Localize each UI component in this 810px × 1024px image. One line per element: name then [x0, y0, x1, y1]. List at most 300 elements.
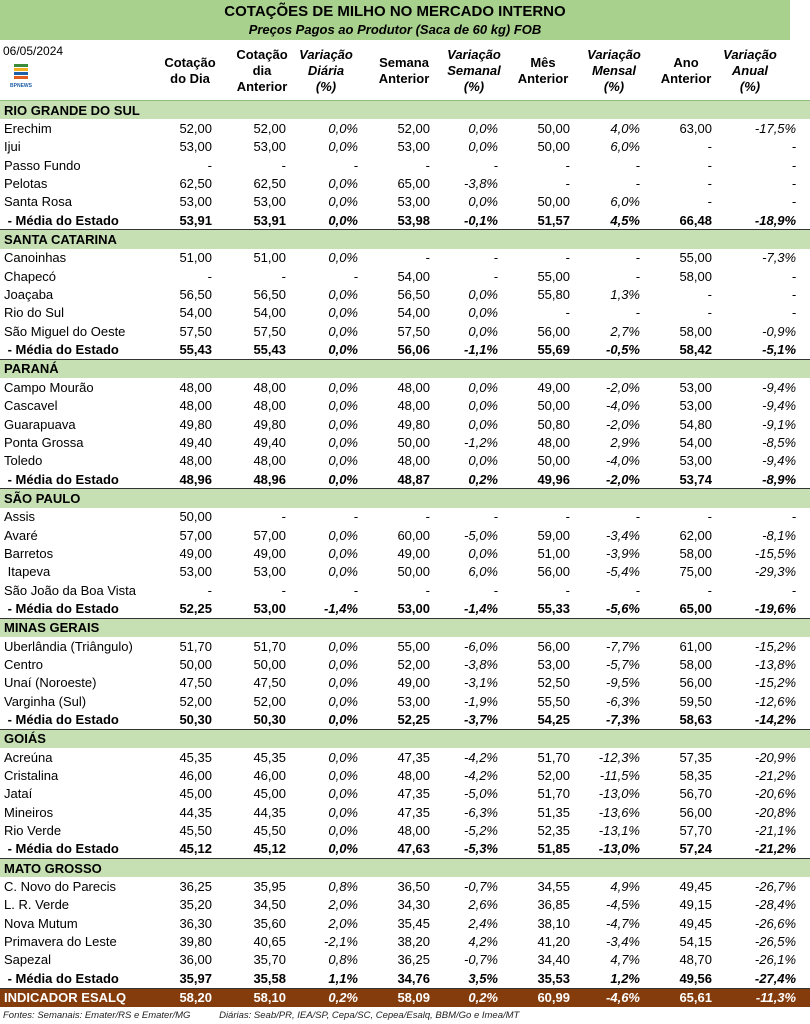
cell-value: - [635, 176, 640, 192]
cell-value: 34,76 [370, 969, 440, 988]
row-label: Passo Fundo [4, 157, 81, 173]
cell-value: 56,70 [679, 786, 712, 802]
cell-value: 62,50 [253, 176, 286, 192]
cell-value: 0,0% [328, 804, 358, 820]
cell-value: -26,1% [754, 952, 797, 968]
cell-value: -8,5% [762, 434, 797, 450]
table-row [0, 655, 810, 673]
cell-value: 50,00 [253, 656, 286, 672]
column-header-line: Anterior [236, 79, 288, 94]
row-label: - Média do Estado [0, 969, 160, 988]
cell-value: -15,5% [754, 545, 797, 561]
cell-value: 0,0% [328, 305, 358, 321]
cell-value: 62,50 [179, 176, 212, 192]
cell-value: - [353, 582, 358, 598]
table-row [0, 415, 810, 433]
cell-value: 48,70 [679, 952, 712, 968]
cell-value: 65,61 [652, 988, 722, 1007]
cell-value: -5,2% [464, 823, 498, 839]
cell-value: 47,50 [179, 675, 212, 691]
table-row [0, 581, 810, 599]
cell-value: - [207, 157, 212, 173]
row-label: Ponta Grossa [4, 434, 84, 450]
column-header-line: Anterior [378, 71, 430, 86]
cell-value: 53,00 [679, 398, 712, 414]
table-row [0, 896, 810, 914]
column-header-line: Variação [299, 47, 353, 62]
cell-value: - [791, 287, 797, 303]
cell-value: 50,30 [222, 710, 296, 729]
cell-value: 0,0% [468, 305, 498, 321]
table-row [0, 193, 810, 211]
cell-value: 0,0% [328, 545, 358, 561]
cell-value: -2,0% [606, 416, 640, 432]
cell-value: 47,50 [253, 675, 286, 691]
cell-value: 0,0% [328, 768, 358, 784]
page-subtitle: Preços Pagos ao Produtor (Saca de 60 kg) FOB [248, 22, 542, 37]
cell-value: -5,0% [464, 527, 498, 543]
cell-value: -19,6% [722, 599, 810, 618]
cell-value: -0,7% [464, 879, 498, 895]
row-label: - Média do Estado [0, 340, 160, 359]
row-label: Chapecó [4, 268, 57, 284]
cell-value: - [493, 509, 498, 525]
row-label: Varginha (Sul) [4, 693, 87, 709]
cell-value: -8,1% [762, 527, 797, 543]
cell-value: 44,35 [253, 804, 286, 820]
cell-value: 66,48 [652, 211, 722, 230]
cell-value: -13,8% [754, 656, 797, 672]
cell-value: 57,24 [652, 840, 722, 859]
cell-value: 53,00 [253, 564, 286, 580]
cell-value: 52,50 [537, 675, 570, 691]
cell-value: - [493, 268, 498, 284]
cell-value: - [281, 157, 286, 173]
state-header-row [0, 489, 810, 508]
cell-value: - [493, 250, 498, 266]
cell-value: -26,7% [754, 879, 797, 895]
cell-value: 58,42 [652, 340, 722, 359]
cell-value: 57,50 [253, 323, 286, 339]
cell-value: -6,3% [606, 693, 640, 709]
cell-value: - [791, 582, 797, 598]
cell-value: 55,69 [510, 340, 580, 359]
cell-value: 1,1% [296, 969, 370, 988]
row-label: Primavera do Leste [4, 934, 117, 950]
column-header-line: Cotação [236, 47, 288, 62]
cell-value: 49,80 [397, 416, 430, 432]
state-average-row [0, 969, 810, 988]
table-row [0, 378, 810, 396]
state-average-row [0, 340, 810, 359]
cell-value: 55,00 [537, 268, 570, 284]
cell-value: - [565, 582, 570, 598]
cell-value: -9,1% [762, 416, 797, 432]
row-label: Ijui [4, 139, 21, 155]
column-header-line: Cotação [164, 55, 216, 70]
column-header-line: Diária [307, 63, 345, 78]
cell-value: 45,12 [160, 840, 222, 859]
cell-value: 53,74 [652, 470, 722, 489]
cell-value: 50,30 [160, 710, 222, 729]
cell-value: 58,00 [679, 323, 712, 339]
footer-sources [3, 1010, 545, 1021]
table-row [0, 914, 810, 932]
cell-value: 45,50 [253, 823, 286, 839]
cell-value: 49,45 [679, 915, 712, 931]
cell-value: 48,96 [222, 470, 296, 489]
cell-value: 50,00 [537, 398, 570, 414]
cell-value: 40,65 [253, 934, 286, 950]
cell-value: 55,50 [537, 693, 570, 709]
cell-value: 52,35 [537, 823, 570, 839]
cell-value: 54,00 [397, 305, 430, 321]
column-header [581, 44, 647, 98]
cell-value: 49,80 [179, 416, 212, 432]
cell-value: 58,09 [370, 988, 440, 1007]
cell-value: -3,9% [606, 545, 640, 561]
cell-value: 53,00 [253, 194, 286, 210]
column-header-line: Mês [530, 55, 556, 70]
table-row [0, 766, 810, 784]
cell-value: 52,00 [179, 693, 212, 709]
cell-value: -9,4% [762, 453, 797, 469]
row-label: Itapeva [4, 564, 51, 580]
cell-value: 53,00 [370, 599, 440, 618]
cell-value: -11,5% [599, 768, 640, 784]
cell-value: 38,10 [537, 915, 570, 931]
row-label: C. Novo do Parecis [4, 879, 116, 895]
cell-value: 4,9% [610, 879, 640, 895]
row-label: Acreúna [4, 749, 53, 765]
cell-value: -2,1% [324, 934, 358, 950]
cell-value: 65,00 [397, 176, 430, 192]
cell-value: 57,50 [397, 323, 430, 339]
cell-value: 4,0% [610, 121, 640, 137]
cell-value: -21,2% [722, 840, 810, 859]
cell-value: 46,00 [253, 768, 286, 784]
cell-value: -20,9% [754, 749, 797, 765]
table-row [0, 322, 810, 340]
state-header-row [0, 729, 810, 748]
cell-value: 0,0% [468, 121, 498, 137]
column-header-line: Anterior [660, 71, 712, 86]
column-header-line: Semanal [447, 63, 501, 78]
state-header-row [0, 618, 810, 637]
cell-value: 4,2% [468, 934, 498, 950]
cell-value: 0,0% [468, 323, 498, 339]
logo-text: BPNEWS [10, 83, 32, 89]
cell-value: 0,0% [296, 840, 370, 859]
cell-value: 56,00 [537, 323, 570, 339]
state-average-row [0, 840, 810, 859]
cell-value: 60,99 [510, 988, 580, 1007]
table-row [0, 951, 810, 969]
cell-value: - [635, 305, 640, 321]
cell-value: 2,0% [328, 897, 358, 913]
state-average-row [0, 211, 810, 230]
cell-value: - [635, 582, 640, 598]
cell-value: 48,00 [397, 823, 430, 839]
cell-value: 57,70 [679, 823, 712, 839]
cell-value: 60,00 [397, 527, 430, 543]
row-label: Nova Mutum [4, 915, 78, 931]
cell-value: 0,2% [296, 988, 370, 1007]
cell-value: 58,20 [160, 988, 222, 1007]
cell-value: 50,00 [537, 194, 570, 210]
cell-value: 4,7% [610, 952, 640, 968]
cell-value: -5,4% [606, 564, 640, 580]
cell-value: 62,00 [679, 527, 712, 543]
row-label: Joaçaba [4, 287, 54, 303]
cell-value: 54,25 [510, 710, 580, 729]
cell-value: -21,1% [754, 823, 797, 839]
cell-value: 56,50 [397, 287, 430, 303]
cell-value: -12,6% [754, 693, 797, 709]
cell-value: - [281, 509, 286, 525]
state-name: SANTA CATARINA [0, 230, 810, 249]
cell-value: 48,00 [397, 379, 430, 395]
cell-value: 48,96 [160, 470, 222, 489]
cell-value: 58,35 [679, 768, 712, 784]
cell-value: 58,63 [652, 710, 722, 729]
cell-value: -4,2% [464, 768, 498, 784]
table-row [0, 932, 810, 950]
cell-value: 48,00 [397, 768, 430, 784]
cell-value: - [207, 582, 212, 598]
table-row [0, 544, 810, 562]
row-label: Jataí [4, 786, 33, 802]
cell-value: -15,2% [754, 638, 797, 654]
table-row [0, 748, 810, 766]
cell-value: -13,0% [598, 786, 640, 802]
row-label: L. R. Verde [4, 897, 70, 913]
cell-value: -14,2% [722, 710, 810, 729]
cell-value: 0,0% [328, 323, 358, 339]
cell-value: 1,2% [580, 969, 652, 988]
cell-value: 50,00 [537, 139, 570, 155]
cell-value: -0,9% [762, 323, 797, 339]
row-label: Sapezal [4, 952, 51, 968]
cell-value: 2,7% [610, 323, 640, 339]
cell-value: -0,7% [464, 952, 498, 968]
cell-value: 58,10 [222, 988, 296, 1007]
cell-value: 45,50 [179, 823, 212, 839]
cell-value: -1,9% [464, 693, 498, 709]
table-row [0, 821, 810, 839]
row-label: São Miguel do Oeste [4, 323, 126, 339]
cell-value: 36,25 [397, 952, 430, 968]
cell-value: - [635, 157, 640, 173]
cell-value: 35,58 [222, 969, 296, 988]
cell-value: 38,20 [397, 934, 430, 950]
cell-value: 51,70 [179, 638, 212, 654]
cell-value: 2,4% [468, 915, 498, 931]
cell-value: -4,6% [580, 988, 652, 1007]
cell-value: 0,0% [328, 675, 358, 691]
cell-value: -5,1% [722, 340, 810, 359]
cell-value: 45,35 [253, 749, 286, 765]
cell-value: 0,0% [328, 434, 358, 450]
cell-value: 53,00 [179, 194, 212, 210]
cell-value: 45,12 [222, 840, 296, 859]
cell-value: 49,40 [179, 434, 212, 450]
cell-value: -18,9% [722, 211, 810, 230]
row-label: Unaí (Noroeste) [4, 675, 97, 691]
indicator-row [0, 988, 810, 1007]
column-header [439, 44, 509, 98]
cell-value: 0,0% [296, 340, 370, 359]
table-row [0, 692, 810, 710]
cell-value: 55,33 [510, 599, 580, 618]
cell-value: -1,1% [440, 340, 510, 359]
cell-value: 0,8% [328, 879, 358, 895]
table-row [0, 452, 810, 470]
cell-value: 36,25 [179, 879, 212, 895]
quotes-table [0, 100, 810, 1007]
cell-value: -6,3% [464, 804, 498, 820]
cell-value: 47,35 [397, 749, 430, 765]
cell-value: 36,30 [179, 915, 212, 931]
cell-value: 0,0% [328, 121, 358, 137]
cell-value: 50,80 [537, 416, 570, 432]
cell-value: 57,00 [179, 527, 212, 543]
cell-value: 61,00 [679, 638, 712, 654]
cell-value: 36,00 [179, 952, 212, 968]
row-label: Santa Rosa [4, 194, 72, 210]
cell-value: 49,96 [510, 470, 580, 489]
cell-value: 0,0% [296, 710, 370, 729]
cell-value: 54,15 [679, 934, 712, 950]
cell-value: - [565, 250, 570, 266]
cell-value: 2,9% [610, 434, 640, 450]
cell-value: -3,4% [606, 527, 640, 543]
cell-value: -3,4% [606, 934, 640, 950]
state-average-row [0, 599, 810, 618]
cell-value: 34,55 [537, 879, 570, 895]
cell-value: 52,25 [370, 710, 440, 729]
page-title: COTAÇÕES DE MILHO NO MERCADO INTERNO [224, 3, 566, 20]
table-row [0, 674, 810, 692]
cell-value: -2,0% [580, 470, 652, 489]
cell-value: 35,60 [253, 915, 286, 931]
cell-value: - [281, 268, 286, 284]
cell-value: 0,0% [328, 194, 358, 210]
cell-value: -13,1% [598, 823, 640, 839]
cell-value: -20,8% [754, 804, 797, 820]
cell-value: 0,0% [328, 823, 358, 839]
table-row [0, 637, 810, 655]
cell-value: 0,0% [296, 470, 370, 489]
cell-value: -7,3% [580, 710, 652, 729]
row-label: Avaré [4, 527, 38, 543]
cell-value: 53,91 [160, 211, 222, 230]
cell-value: -4,0% [606, 453, 640, 469]
cell-value: 2,6% [468, 897, 498, 913]
column-header [293, 44, 359, 98]
cell-value: -5,0% [464, 786, 498, 802]
cell-value: 51,70 [537, 786, 570, 802]
cell-value: 55,80 [537, 287, 570, 303]
column-header-line: Anterior [517, 71, 569, 86]
cell-value: - [565, 305, 570, 321]
cell-value: 0,0% [296, 211, 370, 230]
cell-value: 55,00 [397, 638, 430, 654]
cell-value: 57,00 [253, 527, 286, 543]
state-name: RIO GRANDE DO SUL [0, 101, 810, 120]
cell-value: -0,5% [580, 340, 652, 359]
cell-value: 0,0% [468, 545, 498, 561]
cell-value: - [791, 157, 797, 173]
cell-value: -7,3% [762, 250, 797, 266]
column-header-line: Variação [723, 47, 777, 62]
cell-value: - [791, 509, 797, 525]
row-label: Cascavel [4, 398, 58, 414]
row-label: Rio do Sul [4, 305, 64, 321]
cell-value: 48,00 [253, 379, 286, 395]
column-header-line: (%) [315, 79, 337, 94]
row-label: Centro [4, 656, 44, 672]
cell-value: 0,0% [328, 527, 358, 543]
state-name: SÃO PAULO [0, 489, 810, 508]
cell-value: 39,80 [179, 934, 212, 950]
cell-value: -6,0% [464, 638, 498, 654]
cell-value: 0,0% [468, 398, 498, 414]
cell-value: 0,0% [328, 638, 358, 654]
cell-value: 1,3% [610, 287, 640, 303]
cell-value: 35,20 [179, 897, 212, 913]
cell-value: 0,0% [328, 139, 358, 155]
cell-value: -26,5% [754, 934, 797, 950]
cell-value: 2,0% [328, 915, 358, 931]
table-row [0, 304, 810, 322]
cell-value: - [635, 509, 640, 525]
cell-value: - [707, 139, 712, 155]
cell-value: 6,0% [610, 139, 640, 155]
cell-value: 56,50 [179, 287, 212, 303]
cell-value: 53,00 [679, 379, 712, 395]
cell-value: -5,6% [580, 599, 652, 618]
cell-value: - [493, 582, 498, 598]
state-average-row [0, 710, 810, 729]
cell-value: 52,00 [397, 656, 430, 672]
cell-value: 51,00 [537, 545, 570, 561]
cell-value: -7,7% [606, 638, 640, 654]
cell-value: 52,00 [179, 121, 212, 137]
cell-value: 54,00 [679, 434, 712, 450]
cell-value: - [707, 582, 712, 598]
column-header-line: Anual [731, 63, 769, 78]
cell-value: - [565, 509, 570, 525]
cell-value: - [565, 157, 570, 173]
cell-value: 44,35 [179, 804, 212, 820]
cell-value: 0,0% [328, 656, 358, 672]
table-row [0, 803, 810, 821]
row-label: - Média do Estado [0, 470, 160, 489]
row-label: - Média do Estado [0, 211, 160, 230]
cell-value: 35,53 [510, 969, 580, 988]
cell-value: 46,00 [179, 768, 212, 784]
cell-value: 48,00 [179, 398, 212, 414]
cell-value: 48,00 [179, 453, 212, 469]
cell-value: - [425, 250, 430, 266]
row-label: Canoinhas [4, 250, 67, 266]
column-header [656, 44, 716, 98]
cell-value: -4,5% [606, 897, 640, 913]
cell-value: 52,00 [253, 693, 286, 709]
cell-value: 49,00 [179, 545, 212, 561]
cell-value: 53,98 [370, 211, 440, 230]
